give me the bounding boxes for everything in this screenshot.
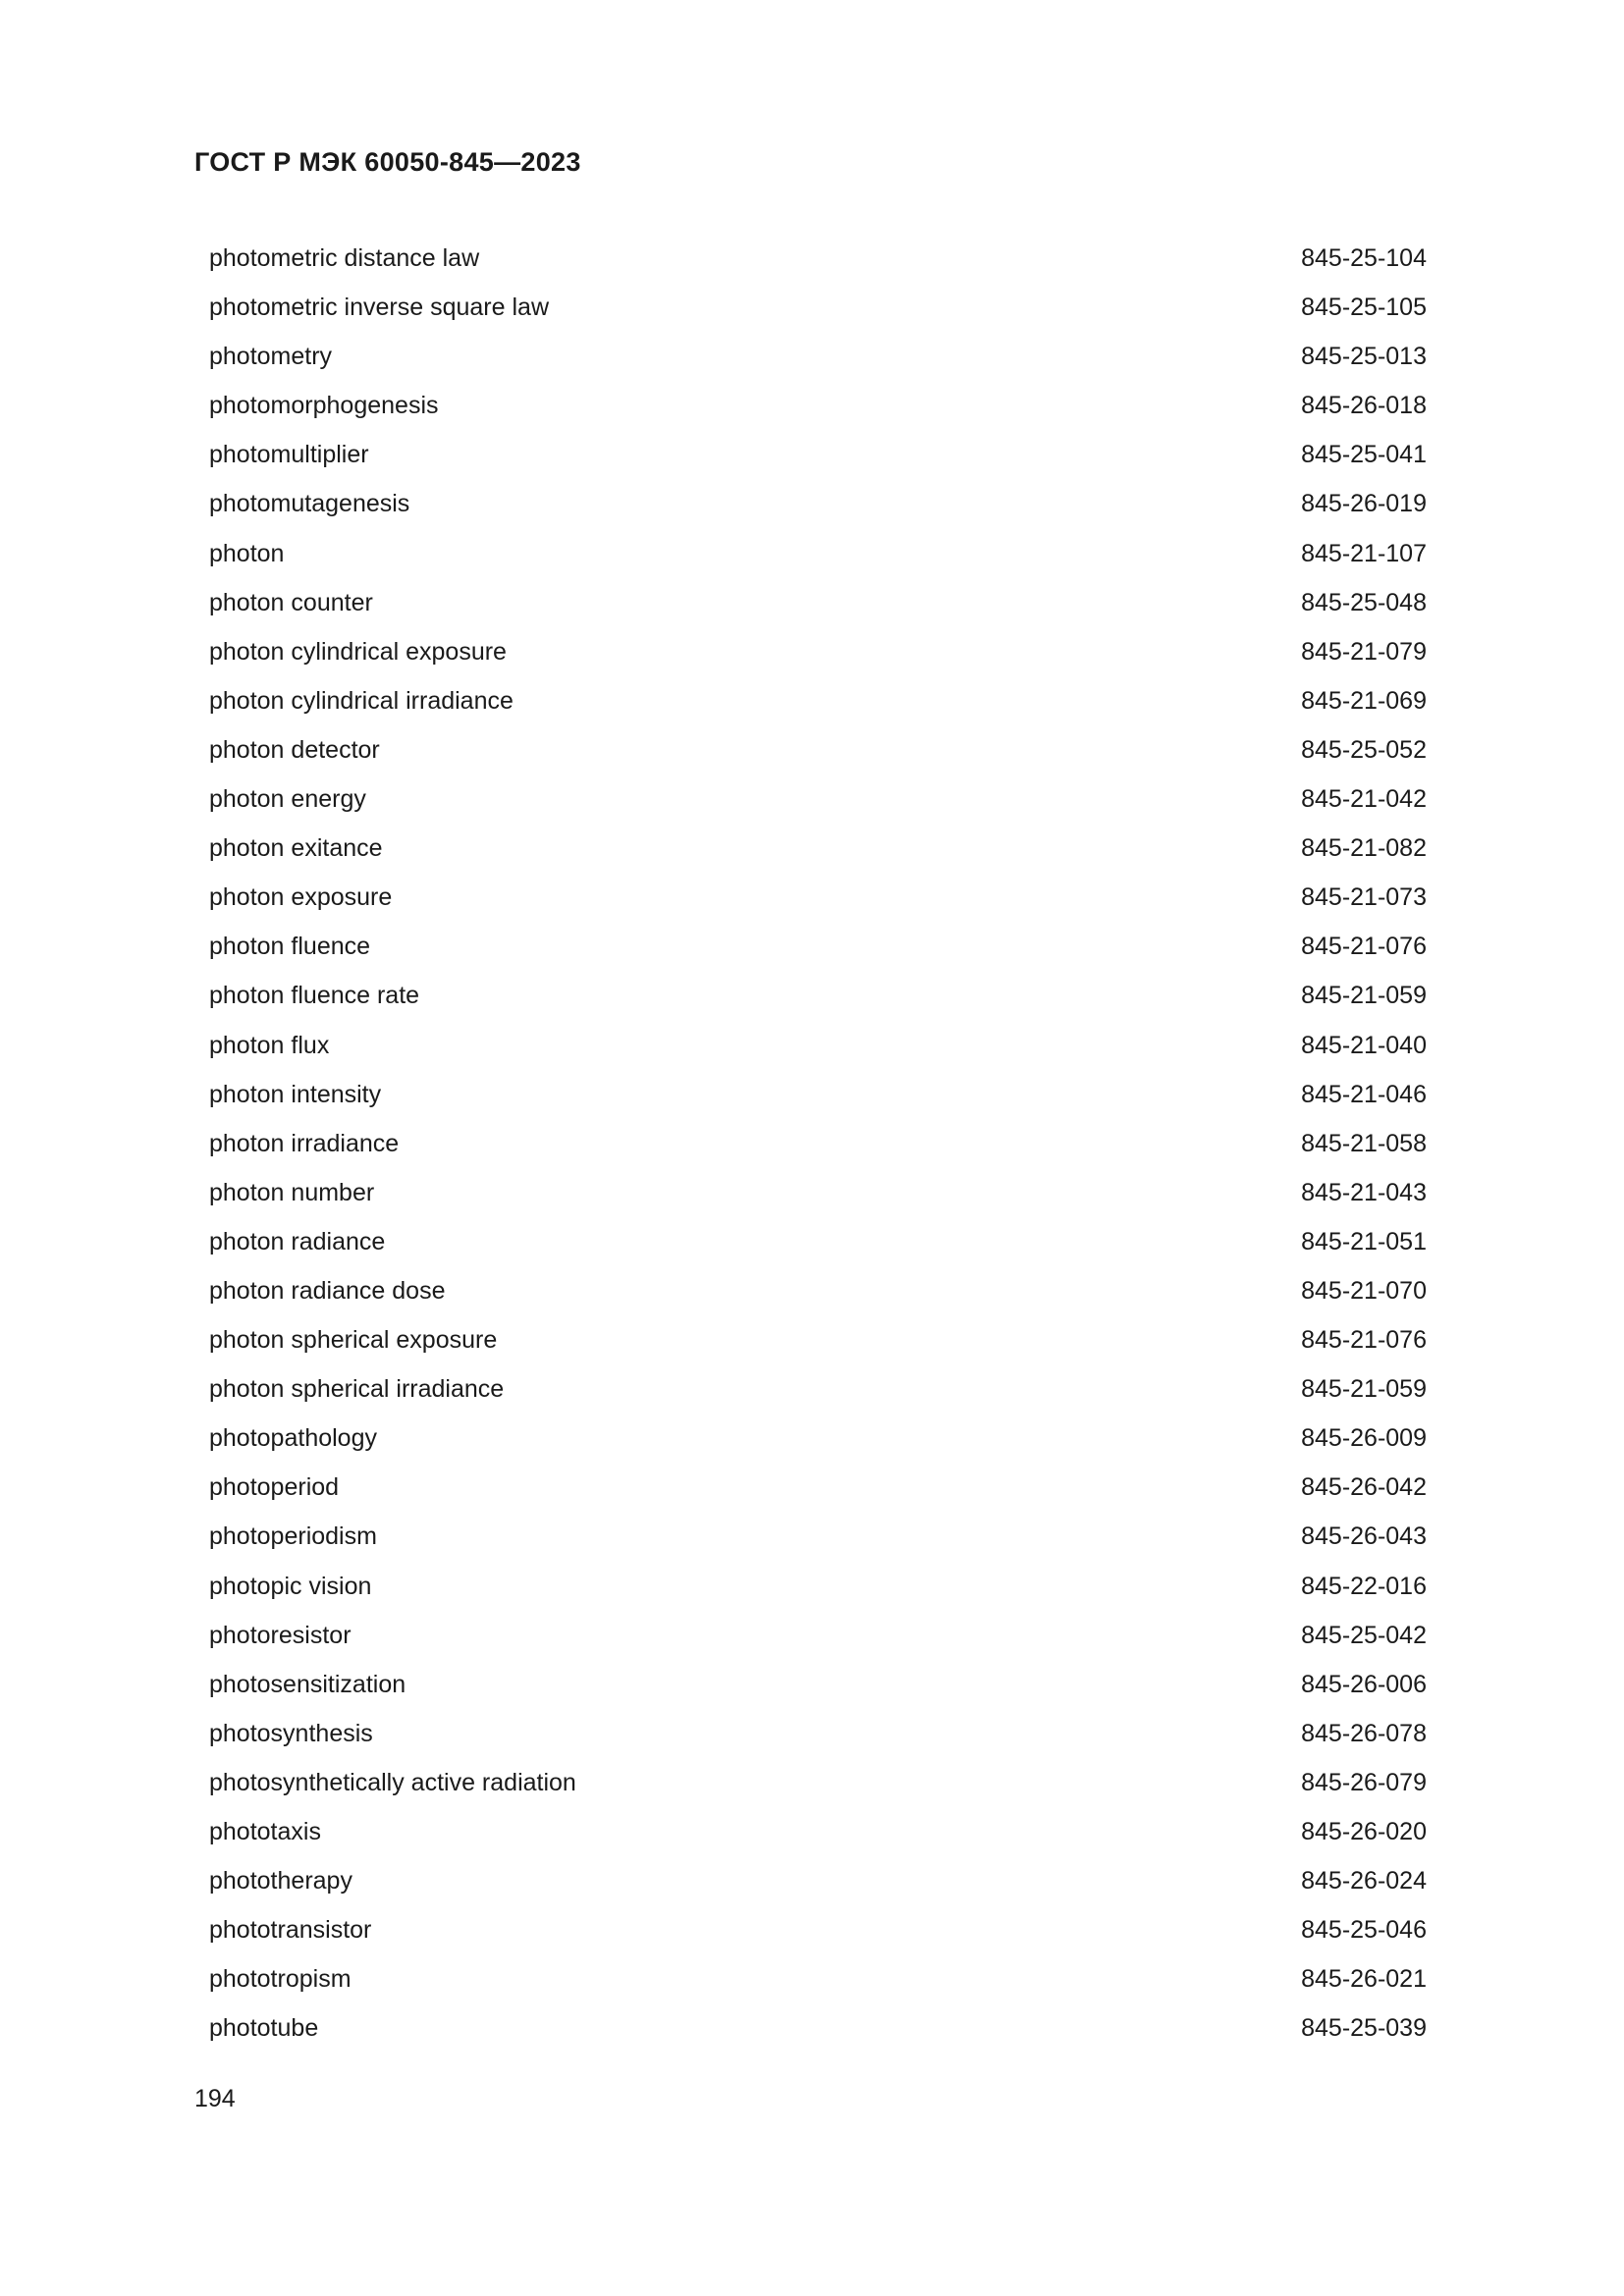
index-entry — [209, 971, 1427, 1020]
term-label: photosynthetically active radiation — [209, 1768, 576, 1796]
term-reference-number: 845-21-043 — [1301, 1178, 1427, 1206]
term-reference-number: 845-21-051 — [1301, 1227, 1427, 1255]
term-reference-number: 845-21-076 — [1301, 1326, 1427, 1355]
index-entry — [209, 1266, 1427, 1315]
term-reference-number: 845-26-006 — [1301, 1670, 1427, 1698]
term-label: photometric inverse square law — [209, 294, 549, 322]
index-entry — [209, 283, 1427, 332]
index-entry — [209, 1168, 1427, 1217]
term-reference-number: 845-22-016 — [1301, 1572, 1427, 1600]
term-label: photon flux — [209, 1031, 330, 1059]
index-entry — [209, 824, 1427, 873]
term-reference-number: 845-21-046 — [1301, 1080, 1427, 1108]
index-entry — [209, 381, 1427, 430]
term-label: photosensitization — [209, 1670, 406, 1698]
term-label: photon radiance — [209, 1227, 386, 1255]
index-entry — [209, 1562, 1427, 1611]
term-label: phototaxis — [209, 1818, 321, 1845]
index-entry — [209, 1217, 1427, 1266]
term-reference-number: 845-26-024 — [1301, 1867, 1427, 1896]
index-entry — [209, 529, 1427, 578]
index-entry — [209, 873, 1427, 922]
index-entry — [209, 1414, 1427, 1463]
index-entry — [209, 2003, 1427, 2053]
index-entry — [209, 774, 1427, 824]
term-label: photopathology — [209, 1424, 377, 1453]
term-reference-number: 845-25-052 — [1301, 735, 1427, 764]
index-entry — [209, 1611, 1427, 1660]
term-reference-number: 845-21-040 — [1301, 1031, 1427, 1059]
term-label: photon detector — [209, 735, 380, 764]
term-label: photon irradiance — [209, 1129, 400, 1157]
term-index-list — [209, 234, 1427, 2053]
term-reference-number: 845-26-079 — [1301, 1768, 1427, 1796]
index-entry — [209, 479, 1427, 528]
index-entry — [209, 430, 1427, 479]
term-label: photoperiod — [209, 1473, 340, 1502]
term-reference-number: 845-21-082 — [1301, 834, 1427, 863]
term-label: photon energy — [209, 785, 366, 814]
index-entry — [209, 627, 1427, 676]
term-reference-number: 845-21-059 — [1301, 982, 1427, 1010]
index-entry — [209, 1660, 1427, 1709]
term-label: photon radiance dose — [209, 1276, 446, 1305]
term-reference-number: 845-25-039 — [1301, 2014, 1427, 2043]
term-reference-number: 845-26-019 — [1301, 490, 1427, 518]
term-label: photosynthesis — [209, 1719, 373, 1747]
term-reference-number: 845-25-104 — [1301, 244, 1427, 272]
term-label: photon exposure — [209, 883, 393, 912]
term-reference-number: 845-21-058 — [1301, 1129, 1427, 1157]
term-reference-number: 845-25-042 — [1301, 1621, 1427, 1649]
term-reference-number: 845-26-078 — [1301, 1719, 1427, 1747]
term-label: photon cylindrical exposure — [209, 637, 507, 666]
index-entry — [209, 1905, 1427, 1954]
term-reference-number: 845-21-069 — [1301, 686, 1427, 715]
term-reference-number: 845-25-041 — [1301, 441, 1427, 469]
index-entry — [209, 332, 1427, 381]
index-entry — [209, 1758, 1427, 1807]
index-entry — [209, 1856, 1427, 1905]
term-reference-number: 845-26-042 — [1301, 1473, 1427, 1502]
term-reference-number: 845-26-043 — [1301, 1522, 1427, 1551]
index-entry — [209, 578, 1427, 627]
term-reference-number: 845-26-021 — [1301, 1965, 1427, 1994]
term-label: photoperiodism — [209, 1522, 377, 1551]
index-entry — [209, 1364, 1427, 1414]
index-entry — [209, 1070, 1427, 1119]
term-label: photon cylindrical irradiance — [209, 686, 514, 715]
term-label: photon fluence — [209, 933, 371, 961]
index-entry — [209, 1512, 1427, 1561]
term-reference-number: 845-21-059 — [1301, 1375, 1427, 1404]
index-entry — [209, 676, 1427, 725]
term-reference-number: 845-26-009 — [1301, 1424, 1427, 1453]
term-reference-number: 845-26-018 — [1301, 392, 1427, 420]
term-reference-number: 845-25-046 — [1301, 1916, 1427, 1945]
term-label: photon exitance — [209, 834, 383, 863]
term-label: photomultiplier — [209, 441, 369, 469]
term-label: photon counter — [209, 588, 373, 616]
index-entry — [209, 922, 1427, 971]
index-entry — [209, 1954, 1427, 2003]
term-reference-number: 845-25-013 — [1301, 343, 1427, 371]
term-reference-number: 845-21-042 — [1301, 785, 1427, 814]
term-reference-number: 845-25-105 — [1301, 294, 1427, 322]
term-label: photometry — [209, 343, 333, 371]
term-reference-number: 845-21-076 — [1301, 933, 1427, 961]
term-label: phototube — [209, 2014, 319, 2043]
term-reference-number: 845-21-107 — [1301, 539, 1427, 567]
term-reference-number: 845-25-048 — [1301, 588, 1427, 616]
term-label: photoresistor — [209, 1621, 352, 1649]
document-header: ГОСТ Р МЭК 60050-845—2023 — [194, 147, 581, 177]
term-label: photon spherical irradiance — [209, 1375, 505, 1404]
term-label: phototropism — [209, 1965, 352, 1994]
term-reference-number: 845-21-073 — [1301, 883, 1427, 912]
term-label: photomorphogenesis — [209, 392, 439, 420]
index-entry — [209, 725, 1427, 774]
term-label: photon — [209, 539, 285, 567]
index-entry — [209, 1315, 1427, 1364]
index-entry — [209, 1709, 1427, 1758]
index-entry — [209, 1807, 1427, 1856]
index-entry — [209, 1463, 1427, 1512]
term-label: photopic vision — [209, 1572, 372, 1600]
index-entry — [209, 234, 1427, 283]
term-reference-number: 845-26-020 — [1301, 1818, 1427, 1845]
term-reference-number: 845-21-070 — [1301, 1276, 1427, 1305]
index-entry — [209, 1119, 1427, 1168]
term-label: photon spherical exposure — [209, 1326, 498, 1355]
page-number: 194 — [194, 2085, 236, 2112]
term-label: photon intensity — [209, 1080, 382, 1108]
term-label: phototherapy — [209, 1867, 352, 1896]
term-label: photon number — [209, 1178, 375, 1206]
term-reference-number: 845-21-079 — [1301, 637, 1427, 666]
term-label: phototransistor — [209, 1916, 372, 1945]
index-entry — [209, 1021, 1427, 1070]
term-label: photometric distance law — [209, 244, 480, 272]
term-label: photomutagenesis — [209, 490, 410, 518]
term-label: photon fluence rate — [209, 982, 420, 1010]
